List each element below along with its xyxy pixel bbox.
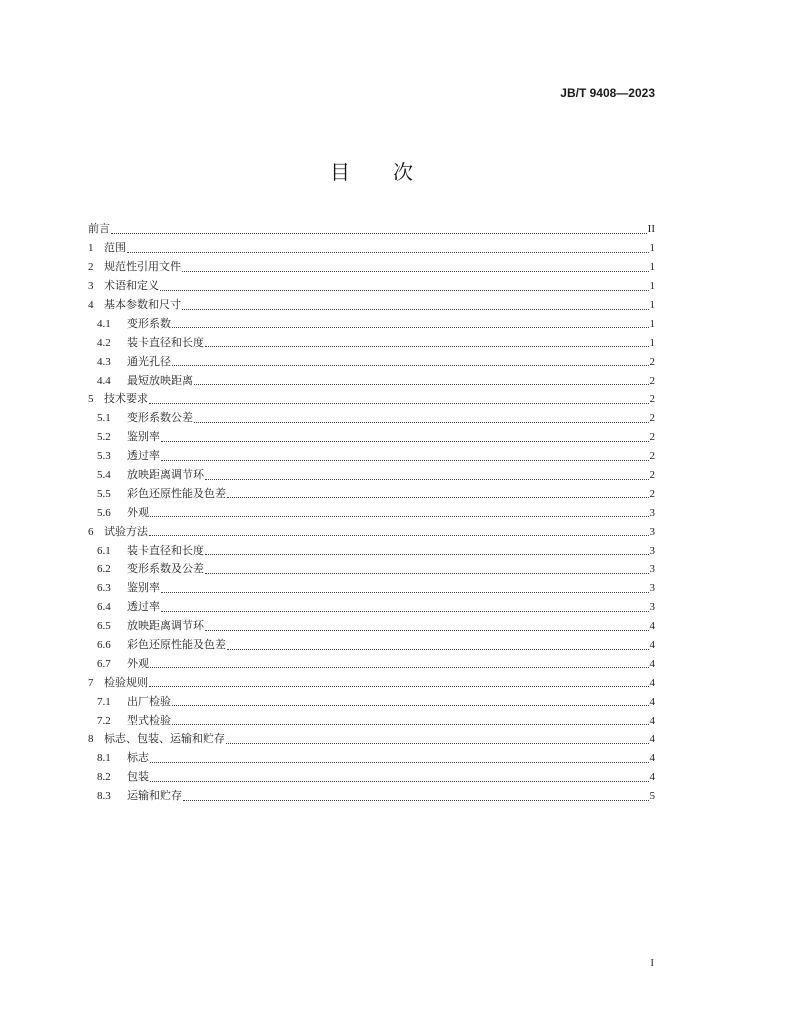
toc-dot-leader <box>205 479 649 480</box>
toc-subentry <box>88 787 655 806</box>
toc-subentry <box>88 749 655 768</box>
toc-entry-number: 4.4 <box>97 374 111 387</box>
toc-subentry <box>88 409 655 428</box>
toc-dot-leader <box>161 441 649 442</box>
toc-entry-page: 4 <box>649 752 655 765</box>
toc-entry-number: 5.1 <box>97 412 111 425</box>
toc-entry-number: 5.2 <box>97 431 111 444</box>
toc-entry-number: 8 <box>88 733 94 746</box>
toc-entry-label: 技术要求 <box>104 393 148 406</box>
toc-entry-label: 放映距离调节环 <box>127 469 204 482</box>
toc-dot-leader <box>205 630 649 631</box>
toc-subentry <box>88 447 655 466</box>
toc-entry <box>88 239 655 258</box>
toc-dot-leader <box>194 384 649 385</box>
toc-entry-page: 1 <box>649 336 655 349</box>
toc-entry-label: 外观 <box>127 506 149 519</box>
toc-entry-page: 2 <box>649 393 655 406</box>
toc-dot-leader <box>149 686 649 687</box>
toc-dot-leader <box>127 252 649 253</box>
toc-dot-leader <box>194 422 649 423</box>
toc-entry <box>88 522 655 541</box>
toc-entry-label: 试验方法 <box>104 525 148 538</box>
toc-entry-number: 2 <box>88 261 94 274</box>
toc-subentry <box>88 371 655 390</box>
toc-entry-number: 5.4 <box>97 469 111 482</box>
toc-entry-number: 5.3 <box>97 450 111 463</box>
toc-entry-label: 变形系数及公差 <box>127 563 204 576</box>
toc-entry-page: 3 <box>649 601 655 614</box>
toc-dot-leader <box>150 781 649 782</box>
toc-dot-leader <box>161 611 649 612</box>
toc-entry-label: 型式检验 <box>127 714 171 727</box>
toc-entry <box>88 296 655 315</box>
toc-subentry <box>88 768 655 787</box>
toc-entry-page: II <box>647 223 655 236</box>
toc-entry-label: 最短放映距离 <box>127 374 193 387</box>
toc-entry-page: 3 <box>649 544 655 557</box>
toc-subentry <box>88 314 655 333</box>
toc-entry-label: 基本参数和尺寸 <box>104 299 181 311</box>
toc-subentry <box>88 598 655 617</box>
page-number: I <box>650 957 654 969</box>
toc-dot-leader <box>150 762 649 763</box>
toc-subentry <box>88 617 655 636</box>
toc-entry-number: 8.2 <box>97 771 111 784</box>
toc-dot-leader <box>182 309 649 310</box>
toc-entry <box>88 673 655 692</box>
toc-dot-leader <box>172 724 649 725</box>
toc-entry-page: 1 <box>649 317 655 330</box>
toc-entry-page: 3 <box>649 506 655 519</box>
toc-subentry <box>88 654 655 673</box>
toc-entry-page: 2 <box>649 412 655 425</box>
toc-entry-page: 2 <box>649 355 655 368</box>
toc-entry-label: 彩色还原性能及色差 <box>127 487 226 500</box>
toc-entry-page: 4 <box>649 639 655 652</box>
toc-entry-number: 6.3 <box>97 582 111 595</box>
toc-entry-page: 4 <box>649 771 655 784</box>
toc-entry-number: 6.6 <box>97 639 111 652</box>
toc-entry-page: 1 <box>649 261 655 274</box>
toc-entry-label: 规范性引用文件 <box>104 261 181 274</box>
toc-dot-leader <box>183 800 649 801</box>
toc-dot-leader <box>149 535 649 536</box>
toc-subentry <box>88 541 655 560</box>
toc-entry-label: 术语和定义 <box>104 280 159 293</box>
toc-subentry <box>88 560 655 579</box>
toc-dot-leader <box>227 649 649 650</box>
toc-entry-label: 变形系数 <box>127 317 171 330</box>
toc-entry-label: 装卡直径和长度 <box>127 336 204 349</box>
toc-entry-page: 1 <box>649 299 655 311</box>
table-of-contents <box>88 220 655 806</box>
toc-entry-page: 2 <box>649 431 655 444</box>
toc-entry-page: 3 <box>649 582 655 595</box>
toc-entry-number: 7.2 <box>97 714 111 727</box>
toc-subentry <box>88 636 655 655</box>
toc-entry-number: 3 <box>88 280 94 293</box>
toc-entry-page: 4 <box>649 620 655 633</box>
toc-entry-label: 鉴别率 <box>127 431 160 444</box>
toc-entry-label: 前言 <box>88 223 110 236</box>
toc-entry-page: 4 <box>649 695 655 708</box>
toc-entry-page: 1 <box>649 280 655 293</box>
toc-dot-leader <box>172 327 649 328</box>
toc-entry-number: 6.7 <box>97 657 111 670</box>
toc-entry-label: 变形系数公差 <box>127 412 193 425</box>
toc-subentry <box>88 503 655 522</box>
toc-entry <box>88 277 655 296</box>
toc-entry-number: 4.2 <box>97 336 111 349</box>
toc-dot-leader <box>160 290 649 291</box>
toc-dot-leader <box>182 271 649 272</box>
toc-dot-leader <box>205 573 649 574</box>
toc-entry-page: 1 <box>649 242 655 255</box>
page-title: 目 次 <box>330 162 413 184</box>
toc-dot-leader <box>111 233 647 234</box>
toc-entry-page: 2 <box>649 487 655 500</box>
toc-entry-label: 鉴别率 <box>127 582 160 595</box>
toc-entry-number: 5.5 <box>97 487 111 500</box>
toc-dot-leader <box>172 365 649 366</box>
toc-entry-number: 4.1 <box>97 317 111 330</box>
toc-entry <box>88 220 655 239</box>
toc-dot-leader <box>205 346 649 347</box>
toc-subentry <box>88 692 655 711</box>
toc-entry-number: 6.5 <box>97 620 111 633</box>
toc-entry-number: 5 <box>88 393 94 406</box>
toc-dot-leader <box>161 460 649 461</box>
toc-entry-label: 装卡直径和长度 <box>127 544 204 557</box>
toc-entry-label: 透过率 <box>127 450 160 463</box>
toc-entry-number: 4 <box>88 299 94 311</box>
toc-subentry <box>88 428 655 447</box>
toc-entry-page: 4 <box>649 714 655 727</box>
toc-dot-leader <box>149 403 649 404</box>
toc-entry-page: 4 <box>649 676 655 689</box>
toc-dot-leader <box>226 743 649 744</box>
toc-dot-leader <box>227 497 649 498</box>
toc-subentry <box>88 352 655 371</box>
toc-entry-label: 范围 <box>104 242 126 255</box>
toc-entry-number: 6.4 <box>97 601 111 614</box>
toc-entry-number: 5.6 <box>97 506 111 519</box>
toc-dot-leader <box>205 554 649 555</box>
toc-subentry <box>88 579 655 598</box>
toc-entry-page: 5 <box>649 790 655 803</box>
toc-entry-number: 6.2 <box>97 563 111 576</box>
toc-entry-label: 运输和贮存 <box>127 790 182 803</box>
toc-dot-leader <box>150 667 649 668</box>
toc-entry-number: 4.3 <box>97 355 111 368</box>
toc-entry-number: 8.1 <box>97 752 111 765</box>
toc-entry-label: 包装 <box>127 771 149 784</box>
toc-entry-number: 6.1 <box>97 544 111 557</box>
toc-entry <box>88 730 655 749</box>
toc-subentry <box>88 466 655 485</box>
toc-entry-label: 检验规则 <box>104 676 148 689</box>
toc-entry-label: 标志 <box>127 752 149 765</box>
toc-entry-label: 出厂检验 <box>127 695 171 708</box>
toc-subentry <box>88 333 655 352</box>
toc-entry <box>88 390 655 409</box>
toc-entry-label: 外观 <box>127 657 149 670</box>
toc-entry-label: 透过率 <box>127 601 160 614</box>
toc-entry-number: 7 <box>88 676 94 689</box>
toc-entry-label: 标志、包装、运输和贮存 <box>104 733 225 746</box>
toc-dot-leader <box>150 516 649 517</box>
toc-entry-page: 2 <box>649 374 655 387</box>
toc-entry-label: 彩色还原性能及色差 <box>127 639 226 652</box>
toc-entry-page: 4 <box>649 657 655 670</box>
toc-entry-number: 8.3 <box>97 790 111 803</box>
toc-dot-leader <box>161 592 649 593</box>
toc-entry-number: 6 <box>88 525 94 538</box>
toc-entry <box>88 258 655 277</box>
toc-entry-page: 3 <box>649 563 655 576</box>
toc-entry-number: 1 <box>88 242 94 255</box>
toc-entry-label: 通光孔径 <box>127 355 171 368</box>
document-code: JB/T 9408—2023 <box>560 86 655 100</box>
toc-entry-page: 4 <box>649 733 655 746</box>
toc-subentry <box>88 711 655 730</box>
toc-entry-page: 3 <box>649 525 655 538</box>
toc-subentry <box>88 484 655 503</box>
toc-entry-number: 7.1 <box>97 695 111 708</box>
toc-entry-page: 2 <box>649 469 655 482</box>
toc-entry-label: 放映距离调节环 <box>127 620 204 633</box>
toc-entry-page: 2 <box>649 450 655 463</box>
toc-dot-leader <box>172 705 649 706</box>
